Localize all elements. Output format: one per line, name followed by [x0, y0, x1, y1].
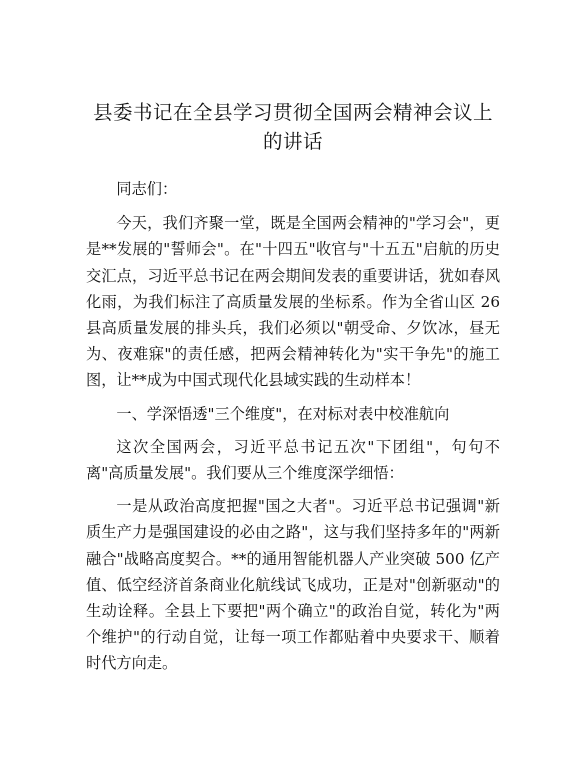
section-heading-1: 一、学深悟透"三个维度"，在对标对表中校准航向	[116, 404, 450, 423]
document-body	[86, 176, 500, 677]
paragraph-point-1: 一是从政治高度把握"国之大者"。习近平总书记强调"新质生产力是强国建设的必由之路"，这与我们坚持多年的"两新融合"战略高度契合。**的通用智能机器人产业突破 500 亿产值、低空经济首条商业化航线试飞成功，正是对"创新驱动"的生动诠释。全县上下要把"两个确立"的政治自觉，转化为"两个维护"的行动自觉，让每一项工作都贴着中央要求干、顺着时代方向走。	[86, 497, 500, 673]
salutation: 同志们：	[116, 180, 178, 198]
title-line-2: 的讲话	[262, 130, 323, 153]
paragraph-opening: 今天，我们齐聚一堂，既是全国两会精神的"学习会"，更是**发展的"誓师会"。在"十四五"收官与"十五五"启航的历史交汇点，习近平总书记在两会期间发表的重要讲话，犹如春风化雨，为我们标注了高质量发展的坐标系。作为全省山区 26 县高质量发展的排头兵，我们必须以"朝受命、夕饮冰，昼无为、夜难寐"的责任感，把两会精神转化为"实干争先"的施工图，让**成为中国式现代化县域实践的生动样本！	[86, 214, 500, 390]
paragraph-section-intro: 这次全国两会，习近平总书记五次"下团组"，句句不离"高质量发展"。我们要从三个维度深学细悟：	[86, 437, 500, 483]
document-title	[86, 98, 500, 156]
title-line-1: 县委书记在全县学习贯彻全国两会精神会议上	[92, 101, 493, 124]
